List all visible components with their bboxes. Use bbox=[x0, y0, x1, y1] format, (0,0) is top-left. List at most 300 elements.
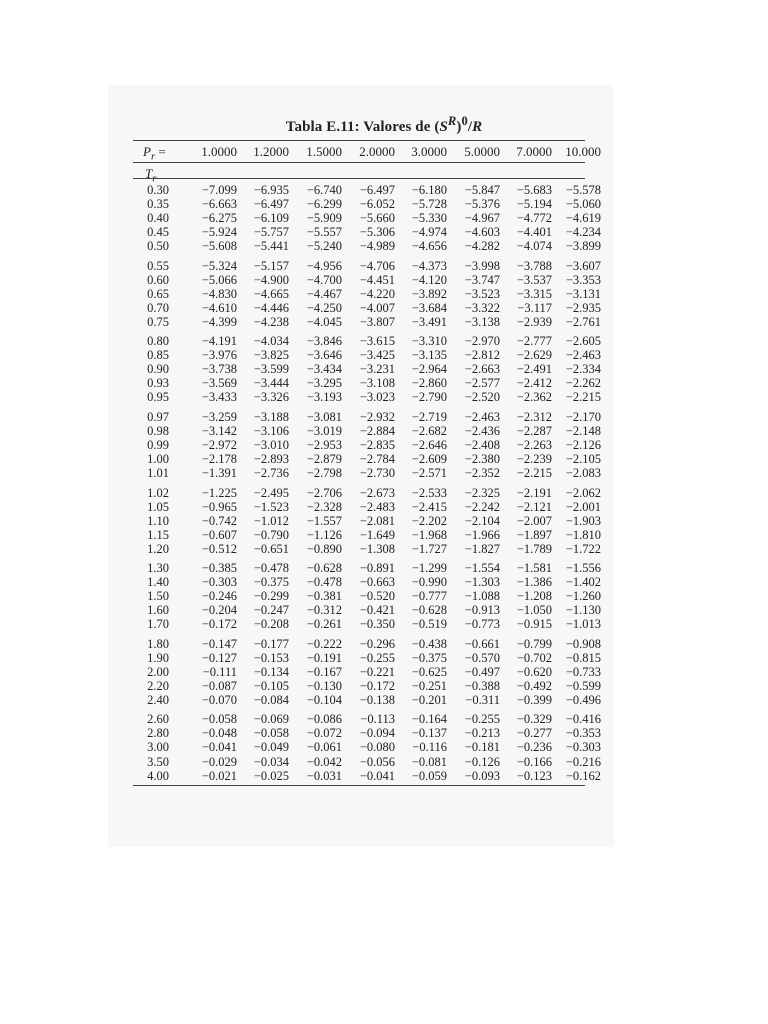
tr-value: 1.20 bbox=[147, 541, 169, 556]
tr-value: 1.01 bbox=[147, 466, 169, 481]
table-cell: −2.953 bbox=[306, 437, 342, 452]
column-header: 10.000 bbox=[565, 144, 601, 159]
table-cell: −2.812 bbox=[464, 348, 500, 363]
table-row bbox=[133, 692, 601, 707]
table-cell: −2.761 bbox=[565, 314, 601, 329]
table-cell: −1.789 bbox=[516, 541, 552, 556]
table-cell: −3.738 bbox=[201, 362, 237, 377]
tr-value: 2.00 bbox=[147, 664, 169, 679]
table-cell: −0.702 bbox=[516, 650, 552, 665]
table-cell: −7.099 bbox=[201, 183, 237, 197]
table-cell: −2.730 bbox=[359, 466, 395, 481]
table-cell: −0.208 bbox=[253, 617, 289, 632]
table-cell: −0.087 bbox=[201, 678, 237, 693]
table-cell: −5.578 bbox=[565, 183, 601, 197]
table-cell: −1.012 bbox=[253, 513, 289, 528]
table-cell: −4.451 bbox=[359, 272, 395, 287]
tr-value: 2.40 bbox=[147, 692, 169, 707]
table-cell: −2.970 bbox=[464, 334, 500, 349]
table-cell: −0.041 bbox=[201, 740, 237, 755]
table-cell: −3.491 bbox=[411, 314, 447, 329]
table-cell: −0.172 bbox=[201, 617, 237, 632]
table-cell: −6.180 bbox=[411, 183, 447, 197]
table-cell: −2.673 bbox=[359, 485, 395, 500]
table-row bbox=[133, 409, 601, 424]
table-cell: −4.956 bbox=[306, 258, 342, 273]
tr-value: 4.00 bbox=[147, 768, 169, 783]
table-cell: −2.629 bbox=[516, 348, 552, 363]
table-row bbox=[133, 768, 601, 783]
table-cell: −2.533 bbox=[411, 485, 447, 500]
table-cell: −4.706 bbox=[359, 258, 395, 273]
table-cell: −0.153 bbox=[253, 650, 289, 665]
table-cell: −1.722 bbox=[565, 541, 601, 556]
table-cell: −2.170 bbox=[565, 409, 601, 424]
table-cell: −1.299 bbox=[411, 561, 447, 576]
table-cell: −4.610 bbox=[201, 300, 237, 315]
tr-value: 1.90 bbox=[147, 650, 169, 665]
tr-value: 1.50 bbox=[147, 589, 169, 604]
tr-value: 0.30 bbox=[147, 183, 169, 197]
table-cell: −3.747 bbox=[464, 272, 500, 287]
table-row bbox=[133, 740, 601, 755]
tr-value: 0.85 bbox=[147, 348, 169, 363]
table-cell: −4.830 bbox=[201, 286, 237, 301]
table-cell: −0.520 bbox=[359, 589, 395, 604]
table-cell: −0.246 bbox=[201, 589, 237, 604]
table-cell: −2.062 bbox=[565, 485, 601, 500]
table-cell: −1.827 bbox=[464, 541, 500, 556]
table-row bbox=[133, 286, 601, 301]
table-cell: −0.034 bbox=[253, 754, 289, 769]
table-cell: −0.127 bbox=[201, 650, 237, 665]
table-cell: −2.352 bbox=[464, 466, 500, 481]
table-row bbox=[133, 362, 601, 377]
table-cell: −2.104 bbox=[464, 513, 500, 528]
table-cell: −0.385 bbox=[201, 561, 237, 576]
table-cell: −0.790 bbox=[253, 527, 289, 542]
table-cell: −0.059 bbox=[411, 768, 447, 783]
table-cell: −0.381 bbox=[306, 589, 342, 604]
tr-value: 0.50 bbox=[147, 239, 169, 254]
table-cell: −0.438 bbox=[411, 636, 447, 651]
table-cell: −2.262 bbox=[565, 376, 601, 391]
table-cell: −0.399 bbox=[516, 692, 552, 707]
table-cell: −0.031 bbox=[306, 768, 342, 783]
table-cell: −5.376 bbox=[464, 197, 500, 212]
table-cell: −0.913 bbox=[464, 603, 500, 618]
table-cell: −0.025 bbox=[253, 768, 289, 783]
table-cell: −2.148 bbox=[565, 423, 601, 438]
table-cell: −0.492 bbox=[516, 678, 552, 693]
table-cell: −6.663 bbox=[201, 197, 237, 212]
table-cell: −1.581 bbox=[516, 561, 552, 576]
table-cell: −4.373 bbox=[411, 258, 447, 273]
tr-value: 2.80 bbox=[147, 726, 169, 741]
table-cell: −1.013 bbox=[565, 617, 601, 632]
table-cell: −1.386 bbox=[516, 575, 552, 590]
table-row bbox=[133, 561, 601, 576]
table-cell: −0.162 bbox=[565, 768, 601, 783]
table-row bbox=[133, 754, 601, 769]
table-cell: −2.646 bbox=[411, 437, 447, 452]
table-cell: −2.719 bbox=[411, 409, 447, 424]
table-cell: −4.238 bbox=[253, 314, 289, 329]
table-row bbox=[133, 485, 601, 500]
table-row bbox=[133, 300, 601, 315]
table-cell: −2.362 bbox=[516, 390, 552, 405]
table-cell: −1.308 bbox=[359, 541, 395, 556]
table-cell: −2.777 bbox=[516, 334, 552, 349]
table-cell: −3.684 bbox=[411, 300, 447, 315]
table-cell: −0.496 bbox=[565, 692, 601, 707]
table-cell: −2.609 bbox=[411, 452, 447, 467]
table-cell: −0.181 bbox=[464, 740, 500, 755]
table-cell: −0.236 bbox=[516, 740, 552, 755]
table-cell: −0.247 bbox=[253, 603, 289, 618]
table-cell: −1.557 bbox=[306, 513, 342, 528]
table-cell: −3.846 bbox=[306, 334, 342, 349]
table-cell: −2.215 bbox=[516, 466, 552, 481]
table-cell: −6.497 bbox=[359, 183, 395, 197]
table-cell: −1.554 bbox=[464, 561, 500, 576]
title-superscript: R bbox=[447, 114, 457, 128]
table-cell: −0.350 bbox=[359, 617, 395, 632]
table-cell: −5.660 bbox=[359, 211, 395, 226]
table-cell: −1.523 bbox=[253, 499, 289, 514]
table-cell: −2.121 bbox=[516, 499, 552, 514]
tr-value: 0.55 bbox=[147, 258, 169, 273]
table-cell: −4.772 bbox=[516, 211, 552, 226]
table-cell: −5.441 bbox=[253, 239, 289, 254]
table-cell: −0.303 bbox=[201, 575, 237, 590]
table-cell: −1.130 bbox=[565, 603, 601, 618]
table-cell: −3.825 bbox=[253, 348, 289, 363]
tr-value: 0.60 bbox=[147, 272, 169, 287]
table-row bbox=[133, 423, 601, 438]
table-cell: −0.261 bbox=[306, 617, 342, 632]
table-cell: −0.126 bbox=[464, 754, 500, 769]
table-cell: −2.325 bbox=[464, 485, 500, 500]
tr-value: 0.80 bbox=[147, 334, 169, 349]
table-cell: −5.728 bbox=[411, 197, 447, 212]
table-cell: −3.259 bbox=[201, 409, 237, 424]
table-cell: −0.222 bbox=[306, 636, 342, 651]
table-cell: −4.234 bbox=[565, 225, 601, 240]
table-cell: −1.088 bbox=[464, 589, 500, 604]
table-cell: −0.191 bbox=[306, 650, 342, 665]
table-cell: −2.939 bbox=[516, 314, 552, 329]
table-cell: −0.255 bbox=[464, 712, 500, 727]
tr-value: 1.05 bbox=[147, 499, 169, 514]
table-cell: −2.178 bbox=[201, 452, 237, 467]
table-cell: −0.277 bbox=[516, 726, 552, 741]
table-row bbox=[133, 650, 601, 665]
table-cell: −2.577 bbox=[464, 376, 500, 391]
table-cell: −3.106 bbox=[253, 423, 289, 438]
table-cell: −3.131 bbox=[565, 286, 601, 301]
table-row bbox=[133, 183, 601, 197]
table-cell: −0.111 bbox=[202, 664, 237, 679]
table-cell: −2.706 bbox=[306, 485, 342, 500]
table-cell: −6.275 bbox=[201, 211, 237, 226]
table-cell: −3.193 bbox=[306, 390, 342, 405]
table-header bbox=[133, 144, 601, 163]
table-cell: −1.810 bbox=[565, 527, 601, 542]
table-cell: −2.415 bbox=[411, 499, 447, 514]
table-cell: −2.239 bbox=[516, 452, 552, 467]
table-cell: −0.104 bbox=[306, 692, 342, 707]
table-cell: −3.135 bbox=[411, 348, 447, 363]
table-cell: −4.446 bbox=[253, 300, 289, 315]
table-cell: −0.733 bbox=[565, 664, 601, 679]
table-cell: −0.105 bbox=[253, 678, 289, 693]
table-cell: −0.773 bbox=[464, 617, 500, 632]
table-cell: −0.166 bbox=[516, 754, 552, 769]
table-cell: −0.990 bbox=[411, 575, 447, 590]
table-cell: −2.483 bbox=[359, 499, 395, 514]
table-cell: −0.570 bbox=[464, 650, 500, 665]
table-cell: −2.334 bbox=[565, 362, 601, 377]
tr-value: 0.75 bbox=[147, 314, 169, 329]
table-cell: −0.607 bbox=[201, 527, 237, 542]
table-cell: −3.142 bbox=[201, 423, 237, 438]
table-cell: −2.972 bbox=[201, 437, 237, 452]
table-cell: −0.303 bbox=[565, 740, 601, 755]
table-cell: −3.615 bbox=[359, 334, 395, 349]
table-cell: −2.202 bbox=[411, 513, 447, 528]
table-cell: −1.208 bbox=[516, 589, 552, 604]
tr-value: 0.45 bbox=[147, 225, 169, 240]
table-cell: −2.412 bbox=[516, 376, 552, 391]
table-cell: −2.798 bbox=[306, 466, 342, 481]
tr-value: 2.60 bbox=[147, 712, 169, 727]
table-cell: −4.191 bbox=[201, 334, 237, 349]
table-row bbox=[133, 726, 601, 741]
column-header: 3.0000 bbox=[411, 144, 447, 159]
table-cell: −0.130 bbox=[306, 678, 342, 693]
table-cell: −0.021 bbox=[201, 768, 237, 783]
table-row bbox=[133, 239, 601, 254]
tr-value: 1.15 bbox=[147, 527, 169, 542]
table-cell: −5.194 bbox=[516, 197, 552, 212]
table-cell: −2.191 bbox=[516, 485, 552, 500]
table-row bbox=[133, 211, 601, 226]
top-rule bbox=[133, 140, 585, 141]
table-cell: −0.058 bbox=[201, 712, 237, 727]
table-cell: −0.056 bbox=[359, 754, 395, 769]
table-cell: −0.029 bbox=[201, 754, 237, 769]
table-cell: −0.081 bbox=[411, 754, 447, 769]
table-cell: −6.109 bbox=[253, 211, 289, 226]
tr-value: 1.60 bbox=[147, 603, 169, 618]
table-row bbox=[133, 636, 601, 651]
table-cell: −0.058 bbox=[253, 726, 289, 741]
table-cell: −3.326 bbox=[253, 390, 289, 405]
table-cell: −2.520 bbox=[464, 390, 500, 405]
table-cell: −4.399 bbox=[201, 314, 237, 329]
table-cell: −0.478 bbox=[306, 575, 342, 590]
table-cell: −2.571 bbox=[411, 466, 447, 481]
tr-value: 0.90 bbox=[147, 362, 169, 377]
table-cell: −0.421 bbox=[359, 603, 395, 618]
table-cell: −5.847 bbox=[464, 183, 500, 197]
table-cell: −0.049 bbox=[253, 740, 289, 755]
table-cell: −0.201 bbox=[411, 692, 447, 707]
table-row bbox=[133, 334, 601, 349]
table-cell: −2.682 bbox=[411, 423, 447, 438]
table-cell: −0.497 bbox=[464, 664, 500, 679]
tr-value: 1.80 bbox=[147, 636, 169, 651]
table-cell: −0.138 bbox=[359, 692, 395, 707]
table-cell: −2.242 bbox=[464, 499, 500, 514]
table-cell: −0.167 bbox=[306, 664, 342, 679]
table-cell: −3.231 bbox=[359, 362, 395, 377]
tr-value: 0.40 bbox=[147, 211, 169, 226]
tr-value: 1.70 bbox=[147, 617, 169, 632]
table-cell: −4.603 bbox=[464, 225, 500, 240]
table-cell: −3.607 bbox=[565, 258, 601, 273]
table-cell: −0.213 bbox=[464, 726, 500, 741]
table-cell: −5.757 bbox=[253, 225, 289, 240]
table-cell: −2.287 bbox=[516, 423, 552, 438]
table-cell: −0.084 bbox=[253, 692, 289, 707]
table-cell: −0.172 bbox=[359, 678, 395, 693]
tr-value: 1.02 bbox=[147, 485, 169, 500]
table-cell: −2.001 bbox=[565, 499, 601, 514]
header-rule bbox=[133, 162, 585, 163]
table-cell: −2.893 bbox=[253, 452, 289, 467]
table-cell: −3.646 bbox=[306, 348, 342, 363]
table-cell: −6.497 bbox=[253, 197, 289, 212]
table-cell: −3.010 bbox=[253, 437, 289, 452]
tr-value: 0.97 bbox=[147, 409, 169, 424]
table-cell: −2.126 bbox=[565, 437, 601, 452]
table-cell: −2.263 bbox=[516, 437, 552, 452]
table-cell: −4.045 bbox=[306, 314, 342, 329]
tr-value: 0.70 bbox=[147, 300, 169, 315]
table-cell: −2.790 bbox=[411, 390, 447, 405]
title-prefix: Tabla E.11: Valores de ( bbox=[285, 119, 440, 135]
table-cell: −4.974 bbox=[411, 225, 447, 240]
table-cell: −6.935 bbox=[253, 183, 289, 197]
table-cell: −3.433 bbox=[201, 390, 237, 405]
table-cell: −0.799 bbox=[516, 636, 552, 651]
table-cell: −0.965 bbox=[201, 499, 237, 514]
table-cell: −0.891 bbox=[359, 561, 395, 576]
table-cell: −3.138 bbox=[464, 314, 500, 329]
table-row bbox=[133, 437, 601, 452]
table-cell: −2.784 bbox=[359, 452, 395, 467]
table-cell: −5.306 bbox=[359, 225, 395, 240]
table-cell: −0.651 bbox=[253, 541, 289, 556]
table-cell: −0.042 bbox=[306, 754, 342, 769]
table-cell: −4.700 bbox=[306, 272, 342, 287]
table-cell: −0.093 bbox=[464, 768, 500, 783]
table-cell: −4.989 bbox=[359, 239, 395, 254]
table-cell: −2.964 bbox=[411, 362, 447, 377]
title-symbol: S bbox=[439, 119, 448, 135]
table-cell: −2.495 bbox=[253, 485, 289, 500]
table-cell: −0.478 bbox=[253, 561, 289, 576]
table-cell: −4.220 bbox=[359, 286, 395, 301]
table-cell: −4.401 bbox=[516, 225, 552, 240]
table-cell: −2.884 bbox=[359, 423, 395, 438]
table-cell: −3.322 bbox=[464, 300, 500, 315]
table-cell: −3.108 bbox=[359, 376, 395, 391]
table-cell: −5.060 bbox=[565, 197, 601, 212]
table-cell: −3.117 bbox=[517, 300, 552, 315]
table-row bbox=[133, 617, 601, 632]
table-cell: −1.402 bbox=[565, 575, 601, 590]
table-cell: −3.310 bbox=[411, 334, 447, 349]
table-cell: −2.736 bbox=[253, 466, 289, 481]
table-cell: −0.815 bbox=[565, 650, 601, 665]
table-cell: −5.324 bbox=[201, 258, 237, 273]
table-cell: −0.299 bbox=[253, 589, 289, 604]
table-cell: −1.556 bbox=[565, 561, 601, 576]
tr-rule bbox=[133, 178, 585, 179]
table-cell: −2.380 bbox=[464, 452, 500, 467]
table-cell: −0.375 bbox=[253, 575, 289, 590]
table-cell: −2.932 bbox=[359, 409, 395, 424]
table-cell: −5.924 bbox=[201, 225, 237, 240]
table-cell: −0.177 bbox=[253, 636, 289, 651]
table-cell: −1.391 bbox=[201, 466, 237, 481]
table-cell: −0.251 bbox=[411, 678, 447, 693]
table-row bbox=[133, 348, 601, 363]
column-header: 1.2000 bbox=[253, 144, 289, 159]
table-row bbox=[133, 452, 601, 467]
table-cell: −0.048 bbox=[201, 726, 237, 741]
tr-value: 1.30 bbox=[147, 561, 169, 576]
table-cell: −3.788 bbox=[516, 258, 552, 273]
table-row bbox=[133, 712, 601, 727]
table-cell: −1.050 bbox=[516, 603, 552, 618]
table-cell: −1.225 bbox=[201, 485, 237, 500]
table-cell: −1.260 bbox=[565, 589, 601, 604]
table-cell: −0.134 bbox=[253, 664, 289, 679]
column-header: 5.0000 bbox=[464, 144, 500, 159]
table-cell: −4.074 bbox=[516, 239, 552, 254]
table-cell: −1.649 bbox=[359, 527, 395, 542]
table-cell: −0.620 bbox=[516, 664, 552, 679]
table-cell: −3.188 bbox=[253, 409, 289, 424]
table-cell: −0.512 bbox=[201, 541, 237, 556]
table-cell: −0.519 bbox=[411, 617, 447, 632]
table-cell: −3.899 bbox=[565, 239, 601, 254]
column-header: 7.0000 bbox=[516, 144, 552, 159]
table-row bbox=[133, 589, 601, 604]
table-cell: −3.569 bbox=[201, 376, 237, 391]
table-cell: −0.147 bbox=[201, 636, 237, 651]
table-cell: −3.976 bbox=[201, 348, 237, 363]
table-cell: −2.105 bbox=[565, 452, 601, 467]
table-cell: −0.908 bbox=[565, 636, 601, 651]
table-cell: −2.436 bbox=[464, 423, 500, 438]
table-cell: −5.157 bbox=[253, 258, 289, 273]
table-cell: −2.312 bbox=[516, 409, 552, 424]
table-cell: −3.599 bbox=[253, 362, 289, 377]
table-cell: −4.665 bbox=[253, 286, 289, 301]
table-title bbox=[0, 114, 768, 136]
table-cell: −0.221 bbox=[359, 664, 395, 679]
column-header: 1.5000 bbox=[306, 144, 342, 159]
table-cell: −0.661 bbox=[464, 636, 500, 651]
bottom-rule bbox=[133, 785, 585, 786]
table-cell: −3.807 bbox=[359, 314, 395, 329]
table-cell: −2.007 bbox=[516, 513, 552, 528]
